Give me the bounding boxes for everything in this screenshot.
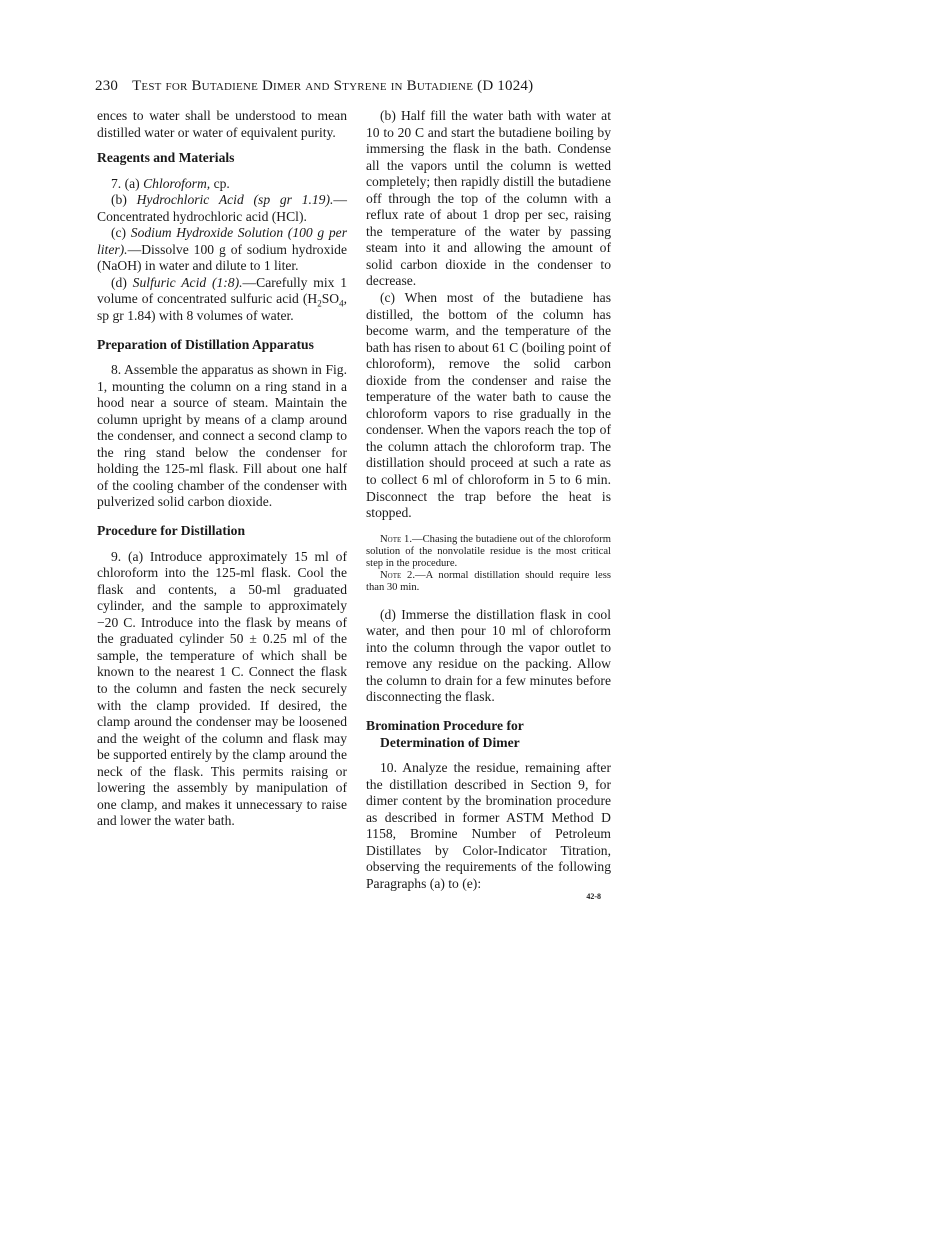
- left-column: [97, 108, 347, 830]
- section-10-paragraph: 10. Analyze the residue, remaining after the distillation described in Section 9, for dimer content by the bromination procedure as described in former ASTM Method D 1158, Bromine Number of Petroleum Distillates by Color-Indicator Titration, observing the requirements of the following Paragraphs (a) to (e):: [366, 760, 611, 891]
- note-1: Note 1.—Chasing the butadiene out of the chloroform solution of the nonvolatile residue is the most critical step in the procedure.: [366, 533, 611, 570]
- reagents-heading: Reagents and Materials: [97, 150, 235, 166]
- intro-paragraph: ences to water shall be understood to mean distilled water or water of equivalent purity.: [97, 108, 347, 140]
- bromination-heading: Bromination Procedure for Determination of Dimer: [366, 717, 524, 750]
- procedure-heading: Procedure for Distillation: [97, 523, 246, 539]
- reagent-7b: (b) Hydrochloric Acid (sp gr 1.19).—Concentrated hydrochloric acid (HCl).: [97, 192, 347, 224]
- running-title: Test for Butadiene Dimer and Styrene in Butadiene: [132, 78, 474, 94]
- section-9d-paragraph: (d) Immerse the distillation flask in cool water, and then pour 10 ml of chloroform into the column through the vapor outlet to remove any residue on the packing. Allow the column to drain for a few minutes before disconnecting the flask.: [366, 606, 611, 705]
- page-number: 230: [95, 78, 119, 94]
- designation: (D 1024): [477, 78, 534, 94]
- preparation-heading: Preparation of Distillation Apparatus: [97, 336, 314, 352]
- note-2: Note 2.—A normal distillation should require less than 30 min.: [366, 570, 611, 594]
- signature-mark: 42-8: [586, 892, 601, 902]
- running-header: [95, 78, 615, 95]
- section-9a-paragraph: 9. (a) Introduce approximately 15 ml of chloroform into the 125-ml flask. Cool the flask and contents, a 50-ml graduated cylinder, and the sample to approximately −20 C. Introduce into the flask by means of the graduated cylinder 50 ± 0.25 ml of the sample, the temperature of which shall be known to the nearest 1 C. Connect the flask to the column and fasten the neck securely with the clamp provided. If desired, the clamp around the condenser may be loosened and the weight of the column and flask may be supported entirely by the clamp around the neck of the flask. This permits raising or lowering the assembly by manipulation of one clamp, and makes it unnecessary to raise and lower the water bath.: [97, 548, 347, 829]
- reagent-7c: (c) Sodium Hydroxide Solution (100 g per liter).—Dissolve 100 g of sodium hydroxide (NaOH) in water and dilute to 1 liter.: [97, 225, 347, 274]
- section-9c-paragraph: (c) When most of the butadiene has distilled, the bottom of the column has become warm, and the temperature of the bath has risen to about 61 C (boiling point of chloroform), remove the solid carbon dioxide from the condenser and raise the temperature of the water bath to cause the chloroform vapors to rise gradually in the condenser. When the vapors reach the top of the column attach the chloroform trap. The distillation should proceed at such a rate as to collect 6 ml of chloroform in 5 to 6 min. Disconnect the trap before the heat is stopped.: [366, 290, 611, 521]
- section-9b-paragraph: (b) Half fill the water bath with water at 10 to 20 C and start the butadiene boiling by immersing the flask in the bath. Condense all the vapors until the column is wetted completely; then rapidly distill the butadiene off through the top of the column with a reflux rate of about 1 drop per sec, raising the temperature of the water by passing steam into it and allowing the amount of solid carbon dioxide in the condenser to decrease.: [366, 108, 611, 289]
- reagent-7a: 7. (a) Chloroform, cp.: [111, 175, 230, 191]
- reagent-7d: (d) Sulfuric Acid (1:8).—Carefully mix 1 volume of concentrated sulfuric acid ($H_2SO_4$, sp gr 1.84) with 8 volumes of water.: [97, 274, 347, 324]
- right-column: [366, 108, 611, 901]
- section-8-paragraph: 8. Assemble the apparatus as shown in Fig. 1, mounting the column on a ring stand in a hood near a source of steam. Maintain the column upright by means of a clamp around the condenser, and connect a second clamp to the ring stand below the condenser for holding the 125-ml flask. Fill about one half of the cooling chamber of the condenser with pulverized solid carbon dioxide.: [97, 362, 347, 510]
